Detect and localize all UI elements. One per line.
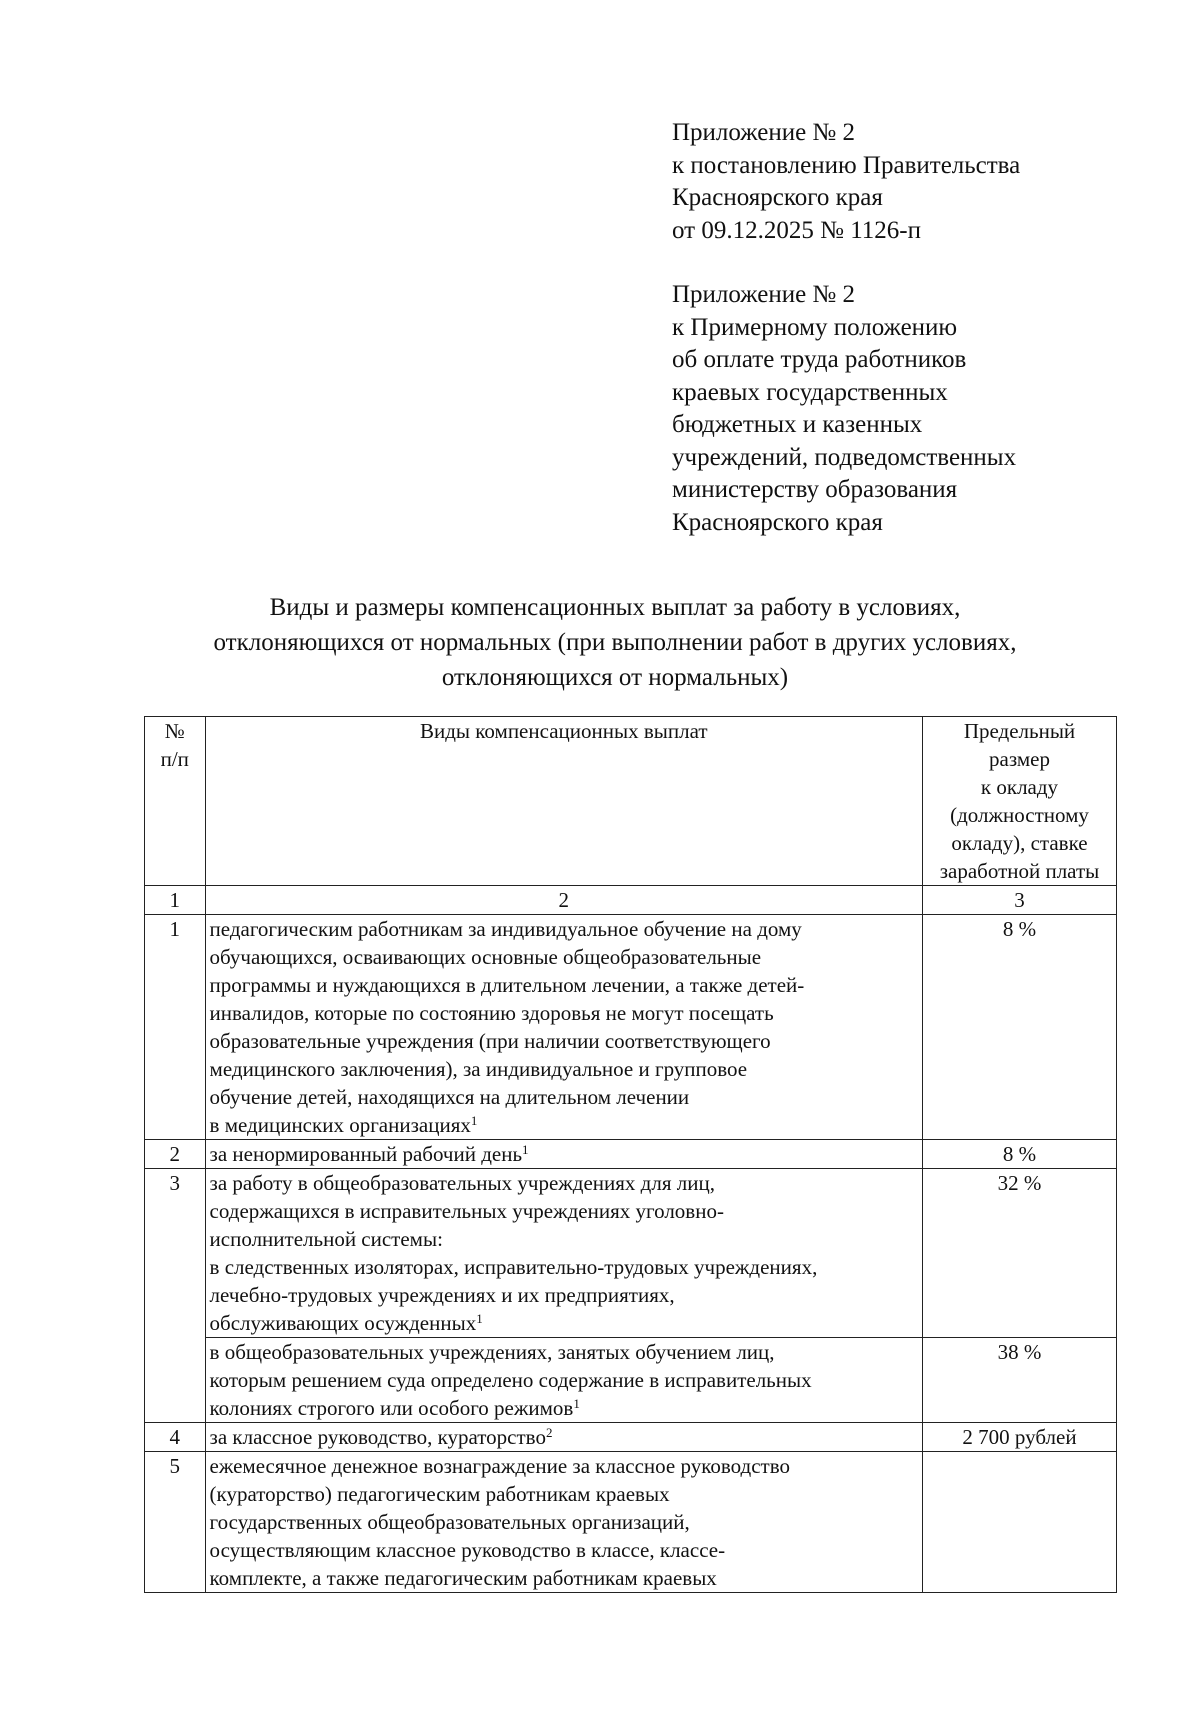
- row-value: 38 %: [922, 1338, 1116, 1423]
- appendix-2-line: учреждений, подведомственных: [672, 443, 1017, 471]
- row-text-line: которым решением суда определено содержание в исправительных: [209, 1368, 812, 1392]
- row-text-fragment: колониях строгого или особого режимов: [209, 1396, 574, 1420]
- row-number: 4: [145, 1423, 206, 1452]
- header-limit-line: Предельный: [963, 719, 1076, 743]
- footnote-marker: 1: [573, 1396, 580, 1411]
- column-number-cell: 1: [145, 886, 206, 915]
- row-text-fragment: обслуживающих осужденных: [209, 1311, 477, 1335]
- row-text-line: медицинского заключения), за индивидуальное и групповое: [209, 1057, 748, 1081]
- row-description: [205, 1169, 922, 1338]
- appendix-1-line: от 09.12.2025 № 1126-п: [672, 216, 921, 244]
- column-number-cell: 3: [922, 886, 1116, 915]
- row-text-line: в общеобразовательных учреждениях, занятых обучением лиц,: [209, 1340, 775, 1364]
- row-text-line: содержащихся в исправительных учреждениях уголовно-: [209, 1199, 724, 1223]
- appendix-1-line: к постановлению Правительства: [672, 151, 1021, 179]
- row-text-line: [210, 1111, 918, 1139]
- compensation-table: [144, 716, 1117, 1593]
- row-value: 2 700 рублей: [922, 1423, 1116, 1452]
- appendix-2-line: министерству образования: [672, 476, 958, 503]
- header-number-line: п/п: [160, 747, 189, 771]
- document-title: [150, 590, 1080, 695]
- row-description: [205, 915, 922, 1140]
- table-row: [145, 915, 1117, 1140]
- row-value: 8 %: [922, 1140, 1116, 1169]
- appendix-1-line: Приложение № 2: [672, 119, 856, 146]
- header-number-cell: [145, 717, 206, 886]
- row-description: [205, 1338, 922, 1423]
- appendix-block-resolution: [672, 117, 1020, 247]
- row-text-line: инвалидов, которые по состоянию здоровья не могут посещать: [209, 1001, 774, 1025]
- row-value: 32 %: [922, 1169, 1116, 1338]
- row-text-line: [210, 1423, 918, 1451]
- table-header-row: [145, 717, 1117, 886]
- row-text-line: государственных общеобразовательных организаций,: [209, 1510, 690, 1534]
- row-value: 8 %: [922, 915, 1116, 1140]
- row-text-line: за работу в общеобразовательных учреждениях для лиц,: [209, 1171, 715, 1195]
- row-text-line: педагогическим работникам за индивидуальное обучение на дому: [209, 917, 802, 941]
- title-line: Виды и размеры компенсационных выплат за работу в условиях,: [269, 594, 961, 621]
- row-text-line: программы и нуждающихся в длительном лечении, а также детей-: [209, 973, 805, 997]
- column-numbers-row: [145, 886, 1117, 915]
- table-row: [145, 1169, 1117, 1338]
- row-text-line: [210, 1394, 918, 1422]
- appendix-2-line: краевых государственных: [672, 378, 948, 406]
- row-text-line: [210, 1309, 918, 1337]
- appendix-2-line: Красноярского края: [672, 508, 883, 536]
- appendix-2-line: об оплате труда работников: [672, 346, 967, 373]
- row-text-line: обучающихся, осваивающих основные общеобразовательные: [209, 945, 762, 969]
- appendix-block-regulation: [672, 279, 1016, 539]
- header-limit-line: (должностному: [950, 803, 1089, 827]
- row-text-fragment: за ненормированный рабочий день: [209, 1142, 523, 1166]
- header-limit-line: к окладу: [980, 775, 1059, 799]
- table-row: [145, 1423, 1117, 1452]
- header-types-label: Виды компенсационных выплат: [420, 719, 708, 743]
- appendix-1-line: Красноярского края: [672, 184, 883, 211]
- footnote-marker: 1: [522, 1142, 529, 1157]
- row-number: 2: [145, 1140, 206, 1169]
- row-text-fragment: за классное руководство, кураторство: [209, 1425, 546, 1449]
- row-text-line: исполнительной системы:: [209, 1227, 443, 1251]
- column-number-cell: 2: [205, 886, 922, 915]
- row-number: 1: [145, 915, 206, 1140]
- row-text-fragment: в медицинских организациях: [209, 1113, 471, 1137]
- header-limit-cell: [922, 717, 1116, 886]
- row-text-line: (кураторство) педагогическим работникам краевых: [209, 1482, 670, 1506]
- title-line: отклоняющихся от нормальных): [441, 664, 789, 691]
- header-limit-line: размер: [989, 747, 1050, 771]
- row-description: [205, 1452, 922, 1593]
- row-value: [922, 1452, 1116, 1593]
- row-description: [205, 1140, 922, 1169]
- header-limit-line: заработной платы: [939, 859, 1100, 883]
- row-number: 3: [145, 1169, 206, 1423]
- row-description: [205, 1423, 922, 1452]
- row-number: 5: [145, 1452, 206, 1593]
- row-text-line: в следственных изоляторах, исправительно-трудовых учреждениях,: [209, 1255, 818, 1279]
- header-types-cell: [205, 717, 922, 886]
- footnote-marker: 2: [545, 1425, 553, 1440]
- row-text-line: образовательные учреждения (при наличии соответствующего: [209, 1029, 771, 1053]
- table-row: [145, 1140, 1117, 1169]
- header-number-line: №: [164, 719, 185, 743]
- table-row: [145, 1452, 1117, 1593]
- row-text-line: лечебно-трудовых учреждениях и их предприятиях,: [209, 1283, 675, 1307]
- appendix-2-line: к Примерному положению: [672, 313, 958, 341]
- title-line: отклоняющихся от нормальных (при выполнении работ в других условиях,: [213, 629, 1017, 656]
- header-limit-line: окладу), ставке: [951, 831, 1088, 855]
- row-text-line: ежемесячное денежное вознаграждение за классное руководство: [209, 1454, 790, 1478]
- table-row: [145, 1338, 1117, 1423]
- row-text-line: обучение детей, находящихся на длительном лечении: [209, 1085, 690, 1109]
- footnote-marker: 1: [476, 1311, 483, 1326]
- row-text-line: осуществляющим классное руководство в классе, классе-: [209, 1538, 726, 1562]
- appendix-2-line: бюджетных и казенных: [672, 411, 923, 438]
- row-text-line: [210, 1140, 918, 1168]
- appendix-2-line: Приложение № 2: [672, 281, 856, 308]
- row-text-line: комплекте, а также педагогическим работникам краевых: [209, 1566, 717, 1590]
- footnote-marker: 1: [470, 1113, 478, 1128]
